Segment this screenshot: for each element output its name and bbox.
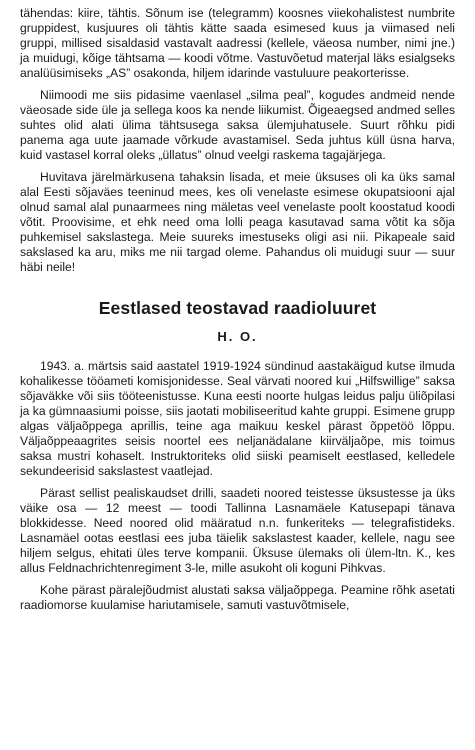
article-title: Eestlased teostavad raadioluuret [98,298,377,318]
section-radio-intercept [20,6,455,275]
paragraph: Kohe pärast päralejõudmist alustati saksa väljaõppega. Peamine rõhk asetati raadiomorse kuulamise hariutamisele, samuti vastuvõtmisele, [20,583,455,612]
article-radio-intelligence [20,298,455,613]
paragraph: 1943. a. märtsis said aastatel 1919-1924 sündinud aastakäigud kutse ilmuda kohalikesse tööameti komisjonidesse. Seal värvati noored kui „Hilfswillige” saksa sõjaväkke või siis tööteenistusse. Kuna eesti noorte hulgas leidus palju üliõpilasi ja ka gümnaasiumi poisse, siis jaotati mobiliseeritud kahte gruppi. Esimene grupp algas väljaõppega aprillis, teine aga maikuu keskel pärast õppetöö lõppu. Väljaõppeaagrites seisis noortel ees neljanädalane kiirväljaõpe, mis toimus saksa mustri kohaselt. Instruktoriteks olid siiski peamiselt eestlased, kelledele sekundeerisid sakslastest vaatlejad. [20,359,455,478]
paragraph: Niimoodi me siis pidasime vaenlasel „silma peal”, kogudes andmeid nende väeosade side üle ja sellega koos ka nende liikumist. Õigeaegsed andmed selles suhtes olid alati ülima tähtsusega saksa ülemjuhatusele. Suurt rõhku pidi panema aga uute jaamade võrkude avastamisel. Seda juhtus küll üsna harva, kuid vastasel korral oleks „üllatus” olnud veelgi raskema tagajärjega. [20,88,455,162]
paragraph: Pärast sellist pealiskaudset drilli, saadeti noored teistesse üksustesse ja üks väike osa — 12 meest — toodi Tallinna Lasnamäele Katusepapi tänava blokkidesse. Need noored olid määratud n.n. funkeriteks — telegrafistideks. Lasnamäel ootas eestlasi ees juba täielik sakslastest kaader, kellele, nagu see hiljem selgus, ehitati üles terve kompanii. Üksuse ülemaks oli ülem-ltn. K., kes allus Feldnachrichtenregiment 3-le, mille asukoht oli koguni Pihkvas. [20,486,455,575]
article-author: H. O. [217,329,258,344]
paragraph: tähendas: kiire, tähtis. Sõnum ise (telegramm) koosnes viiekohalistest numbrite gruppidest, kusjuures oli tähtis kätte saada esimesed kuus ja viimased neli gruppi, millised sisaldasid vastavalt aadressi (kellele, väeosa number, nimi jne.) ja muidugi, kõige tähtsama — koodi võtme. Vastuvõetud materjal läks esialgseks analüüsimiseks „AS” osakonda, hiljem idarinde vastuluure peakorterisse. [20,6,455,80]
paragraph: Huvitava järelmärkusena tahaksin lisada, et meie üksuses oli ka üks samal alal Eesti sõjaväes teeninud mees, kes oli venelaste esimese okupatsiooni ajal olnud samal alal punaarmees ning mäletas veel venelaste poolt koostatud koodi võtit. Proovisime, et ehk need oma lolli peaga kasutavad sama võtit ka sõja puhkemisel sakslastega. Meie suureks imestuseks oligi asi nii. Pikapeale said sakslased ka aru, miks me nii targad oleme. Pahandus oli muidugi suur — suur häbi neile! [20,170,455,274]
